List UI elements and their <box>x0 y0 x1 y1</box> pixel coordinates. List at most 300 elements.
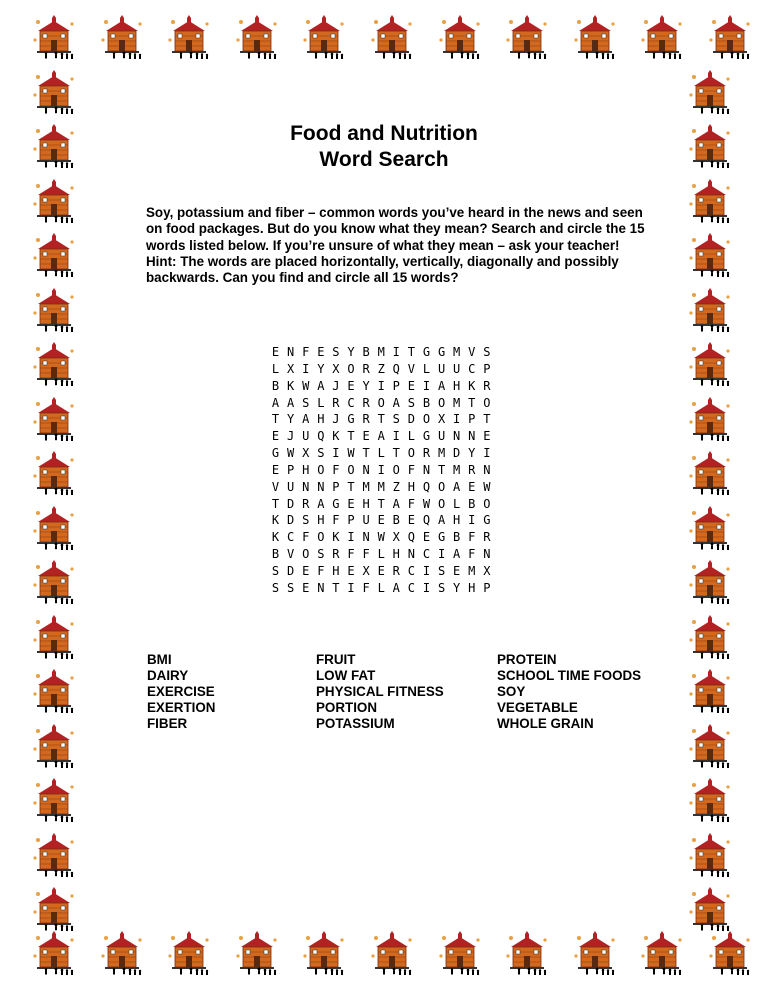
grid-letter[interactable]: C <box>287 530 295 545</box>
grid-letter[interactable]: F <box>347 547 355 562</box>
grid-letter[interactable]: X <box>287 361 295 376</box>
grid-letter[interactable]: O <box>347 462 355 477</box>
grid-letter[interactable]: T <box>377 496 385 511</box>
grid-letter[interactable]: V <box>407 361 415 376</box>
schoolhouse-icon <box>32 832 78 878</box>
grid-letter[interactable]: N <box>362 462 370 477</box>
grid-letter[interactable]: L <box>271 361 280 376</box>
word-list-item: BMI <box>147 652 172 667</box>
grid-row <box>268 361 494 378</box>
grid-letter[interactable]: O <box>483 395 491 410</box>
schoolhouse-icon <box>302 930 348 976</box>
grid-letter[interactable]: A <box>377 429 385 444</box>
grid-row <box>268 462 494 479</box>
schoolhouse-icon <box>32 341 78 387</box>
grid-letter[interactable]: Y <box>453 580 461 595</box>
grid-letter[interactable]: X <box>437 412 446 427</box>
grid-letter[interactable]: T <box>362 446 370 461</box>
grid-letter[interactable]: N <box>483 462 491 477</box>
grid-row <box>268 529 494 546</box>
grid-letter[interactable]: G <box>437 530 446 545</box>
grid-letter[interactable]: F <box>332 513 340 528</box>
grid-letter[interactable]: K <box>271 513 280 528</box>
grid-letter[interactable]: L <box>377 580 385 595</box>
grid-letter[interactable]: E <box>468 479 476 494</box>
grid-letter[interactable]: H <box>317 412 325 427</box>
grid-letter[interactable]: N <box>407 547 415 562</box>
grid-letter[interactable]: O <box>377 395 385 410</box>
grid-letter[interactable]: I <box>377 462 385 477</box>
grid-letter[interactable]: B <box>453 530 461 545</box>
grid-letter[interactable]: F <box>362 580 370 595</box>
grid-letter[interactable]: O <box>317 462 325 477</box>
word-list-column-3 <box>497 652 641 732</box>
grid-letter[interactable]: R <box>362 395 370 410</box>
word-list-item: PHYSICAL FITNESS <box>316 684 444 699</box>
grid-row <box>268 546 494 563</box>
grid-letter[interactable]: N <box>317 580 325 595</box>
grid-letter[interactable]: Q <box>422 479 431 494</box>
grid-letter[interactable]: A <box>317 378 325 393</box>
grid-letter[interactable]: B <box>362 345 370 359</box>
grid-letter[interactable]: I <box>392 429 400 444</box>
grid-letter[interactable]: M <box>377 479 385 494</box>
grid-letter[interactable]: C <box>468 361 476 376</box>
grid-letter[interactable]: Y <box>347 345 355 359</box>
grid-letter[interactable]: I <box>468 513 476 528</box>
schoolhouse-icon <box>100 930 146 976</box>
grid-letter[interactable]: F <box>332 462 340 477</box>
word-list-item: LOW FAT <box>316 668 376 683</box>
grid-letter[interactable]: V <box>468 345 476 359</box>
grid-letter[interactable]: P <box>483 361 491 376</box>
title-line-2: Word Search <box>319 148 449 171</box>
schoolhouse-icon <box>438 930 484 976</box>
schoolhouse-icon <box>235 930 281 976</box>
word-list-column-2 <box>316 652 444 732</box>
schoolhouse-icon <box>235 14 281 60</box>
schoolhouse-icon <box>688 232 734 278</box>
schoolhouse-icon <box>505 14 551 60</box>
grid-letter[interactable]: F <box>317 563 325 578</box>
grid-letter[interactable]: K <box>332 429 340 444</box>
grid-letter[interactable]: S <box>437 563 446 578</box>
grid-letter[interactable]: L <box>453 496 461 511</box>
grid-letter[interactable]: W <box>377 530 385 545</box>
schoolhouse-icon <box>688 777 734 823</box>
grid-letter[interactable]: G <box>271 446 280 461</box>
grid-letter[interactable]: M <box>468 563 476 578</box>
grid-letter[interactable]: M <box>437 446 446 461</box>
schoolhouse-icon <box>32 69 78 115</box>
grid-letter[interactable]: Y <box>468 446 476 461</box>
grid-letter[interactable]: R <box>392 563 400 578</box>
word-list-item: SOY <box>497 684 526 699</box>
grid-letter[interactable]: R <box>332 395 340 410</box>
grid-letter[interactable]: D <box>453 446 461 461</box>
schoolhouse-icon <box>640 14 686 60</box>
grid-letter[interactable]: E <box>377 563 385 578</box>
grid-letter[interactable]: N <box>453 429 461 444</box>
grid-letter[interactable]: G <box>332 496 340 511</box>
grid-letter[interactable]: A <box>453 547 461 562</box>
grid-letter[interactable]: O <box>347 361 355 376</box>
schoolhouse-icon <box>688 614 734 660</box>
word-list-item: POTASSIUM <box>316 716 395 731</box>
schoolhouse-icon <box>32 178 78 224</box>
grid-letter[interactable]: B <box>422 395 431 410</box>
grid-row <box>268 445 494 462</box>
grid-letter[interactable]: T <box>407 345 415 359</box>
schoolhouse-icon <box>32 777 78 823</box>
grid-letter[interactable]: L <box>317 395 325 410</box>
grid-letter[interactable]: Q <box>422 513 431 528</box>
grid-letter[interactable]: I <box>392 345 400 359</box>
schoolhouse-icon <box>32 668 78 714</box>
grid-letter[interactable]: E <box>422 530 431 545</box>
grid-letter[interactable]: Y <box>317 361 325 376</box>
grid-letter[interactable]: G <box>422 345 431 359</box>
grid-letter[interactable]: S <box>332 345 340 359</box>
grid-letter[interactable]: O <box>437 395 446 410</box>
grid-letter[interactable]: T <box>271 412 280 427</box>
grid-letter[interactable]: E <box>347 496 355 511</box>
grid-letter[interactable]: J <box>287 429 295 444</box>
grid-letter[interactable]: X <box>332 361 340 376</box>
grid-row <box>268 411 494 428</box>
grid-letter[interactable]: I <box>453 412 461 427</box>
grid-letter[interactable]: T <box>392 446 400 461</box>
grid-letter[interactable]: K <box>271 530 280 545</box>
schoolhouse-icon <box>688 341 734 387</box>
grid-letter[interactable]: Q <box>317 429 325 444</box>
grid-letter[interactable]: R <box>362 361 370 376</box>
schoolhouse-icon <box>370 14 416 60</box>
word-list-item: EXERCISE <box>147 684 215 699</box>
grid-letter[interactable]: W <box>347 446 355 461</box>
grid-letter[interactable]: F <box>468 547 476 562</box>
grid-letter[interactable]: K <box>468 378 476 393</box>
grid-letter[interactable]: O <box>483 496 491 511</box>
grid-letter[interactable]: A <box>302 412 310 427</box>
grid-letter[interactable]: P <box>332 479 340 494</box>
grid-row <box>268 378 494 395</box>
grid-row <box>268 344 494 361</box>
grid-letter[interactable]: M <box>453 395 461 410</box>
grid-letter[interactable]: E <box>271 462 280 477</box>
grid-letter[interactable]: I <box>302 361 310 376</box>
grid-letter[interactable]: A <box>453 479 461 494</box>
grid-letter[interactable]: T <box>468 395 476 410</box>
grid-letter[interactable]: T <box>483 412 491 427</box>
grid-letter[interactable]: T <box>347 479 355 494</box>
grid-letter[interactable]: G <box>437 345 446 359</box>
grid-letter[interactable]: E <box>347 563 355 578</box>
grid-letter[interactable]: A <box>437 513 446 528</box>
schoolhouse-icon <box>32 930 78 976</box>
grid-letter[interactable]: B <box>271 378 280 393</box>
grid-letter[interactable]: O <box>437 479 446 494</box>
grid-letter[interactable]: Q <box>407 530 415 545</box>
grid-letter[interactable]: E <box>271 345 280 359</box>
grid-letter[interactable]: T <box>271 496 280 511</box>
schoolhouse-icon <box>32 505 78 551</box>
grid-letter[interactable]: G <box>422 429 431 444</box>
grid-letter[interactable]: O <box>392 462 400 477</box>
grid-letter[interactable]: N <box>287 345 295 359</box>
grid-letter[interactable]: N <box>302 479 310 494</box>
grid-letter[interactable]: P <box>392 378 400 393</box>
grid-letter[interactable]: D <box>407 412 415 427</box>
grid-letter[interactable]: P <box>287 462 295 477</box>
grid-letter[interactable]: H <box>392 547 400 562</box>
schoolhouse-icon <box>688 450 734 496</box>
schoolhouse-icon <box>688 287 734 333</box>
grid-letter[interactable]: H <box>332 563 340 578</box>
grid-letter[interactable]: A <box>437 378 446 393</box>
grid-letter[interactable]: A <box>317 496 325 511</box>
schoolhouse-icon <box>688 396 734 442</box>
grid-letter[interactable]: K <box>287 378 295 393</box>
grid-letter[interactable]: O <box>422 412 431 427</box>
grid-letter[interactable]: A <box>392 580 400 595</box>
schoolhouse-icon <box>708 14 754 60</box>
grid-letter[interactable]: I <box>437 547 446 562</box>
schoolhouse-icon <box>505 930 551 976</box>
grid-letter[interactable]: Z <box>377 361 385 376</box>
grid-letter[interactable]: L <box>422 361 431 376</box>
grid-letter[interactable]: H <box>453 378 461 393</box>
grid-letter[interactable]: K <box>332 530 340 545</box>
schoolhouse-icon <box>640 930 686 976</box>
grid-letter[interactable]: I <box>332 446 340 461</box>
grid-letter[interactable]: P <box>468 412 476 427</box>
grid-letter[interactable]: C <box>407 563 415 578</box>
grid-letter[interactable]: I <box>347 580 355 595</box>
grid-letter[interactable]: X <box>362 563 370 578</box>
schoolhouse-icon <box>688 178 734 224</box>
word-list-item: SCHOOL TIME FOODS <box>497 668 642 683</box>
grid-letter[interactable]: I <box>422 378 431 393</box>
grid-letter[interactable]: X <box>392 530 400 545</box>
grid-letter[interactable]: C <box>347 395 355 410</box>
grid-letter[interactable]: E <box>407 378 415 393</box>
word-list-column-1 <box>147 652 215 732</box>
grid-letter[interactable]: E <box>347 378 355 393</box>
grid-letter[interactable]: D <box>287 563 295 578</box>
grid-letter[interactable]: O <box>317 530 325 545</box>
grid-letter[interactable]: Q <box>392 361 400 376</box>
grid-letter[interactable]: W <box>302 378 310 393</box>
grid-letter[interactable]: S <box>271 563 280 578</box>
word-list-item: FIBER <box>147 716 188 731</box>
grid-letter[interactable]: U <box>453 361 461 376</box>
grid-row <box>268 512 494 529</box>
schoolhouse-icon <box>688 723 734 769</box>
grid-letter[interactable]: O <box>407 446 415 461</box>
schoolhouse-icon <box>438 14 484 60</box>
grid-letter[interactable]: A <box>271 395 280 410</box>
grid-letter[interactable]: Z <box>392 479 400 494</box>
grid-letter[interactable]: I <box>347 530 355 545</box>
grid-letter[interactable]: R <box>302 496 310 511</box>
grid-letter[interactable]: S <box>483 345 491 359</box>
grid-letter[interactable]: L <box>377 547 385 562</box>
grid-letter[interactable]: I <box>377 378 385 393</box>
grid-letter[interactable]: M <box>453 462 461 477</box>
word-list-item: WHOLE GRAIN <box>497 716 594 731</box>
grid-letter[interactable]: O <box>437 496 446 511</box>
grid-letter[interactable]: M <box>453 345 461 359</box>
grid-letter[interactable]: N <box>422 462 431 477</box>
grid-letter[interactable]: R <box>362 412 370 427</box>
schoolhouse-icon <box>32 559 78 605</box>
schoolhouse-icon <box>32 232 78 278</box>
schoolhouse-icon <box>32 723 78 769</box>
word-search-grid <box>268 344 494 597</box>
grid-letter[interactable]: M <box>362 479 370 494</box>
grid-letter[interactable]: R <box>332 547 340 562</box>
grid-letter[interactable]: B <box>392 513 400 528</box>
grid-letter[interactable]: V <box>287 547 295 562</box>
grid-letter[interactable]: T <box>332 580 340 595</box>
grid-letter[interactable]: H <box>302 462 310 477</box>
grid-letter[interactable]: C <box>407 580 415 595</box>
grid-letter[interactable]: S <box>317 547 325 562</box>
word-list-item: FRUIT <box>316 652 356 667</box>
grid-letter[interactable]: F <box>407 462 415 477</box>
grid-letter[interactable]: H <box>453 513 461 528</box>
grid-letter[interactable]: T <box>377 412 385 427</box>
grid-letter[interactable]: R <box>422 446 431 461</box>
grid-letter[interactable]: B <box>271 547 280 562</box>
grid-letter[interactable]: N <box>468 429 476 444</box>
grid-letter[interactable]: H <box>317 513 325 528</box>
grid-letter[interactable]: T <box>437 462 446 477</box>
grid-letter[interactable]: U <box>437 429 446 444</box>
grid-letter[interactable]: X <box>302 446 310 461</box>
grid-letter[interactable]: F <box>302 345 310 359</box>
grid-letter[interactable]: R <box>468 462 476 477</box>
grid-letter[interactable]: N <box>317 479 325 494</box>
grid-letter[interactable]: W <box>483 479 491 494</box>
grid-letter[interactable]: I <box>483 446 491 461</box>
grid-letter[interactable]: E <box>271 429 280 444</box>
grid-row <box>268 563 494 580</box>
grid-letter[interactable]: S <box>407 395 415 410</box>
schoolhouse-icon <box>573 930 619 976</box>
grid-letter[interactable]: E <box>407 513 415 528</box>
word-list-item: VEGETABLE <box>497 700 578 715</box>
grid-letter[interactable]: P <box>483 580 491 595</box>
grid-letter[interactable]: F <box>468 530 476 545</box>
grid-letter[interactable]: J <box>332 378 340 393</box>
grid-letter[interactable]: H <box>468 580 476 595</box>
grid-letter[interactable]: I <box>422 563 431 578</box>
grid-letter[interactable]: P <box>347 513 355 528</box>
grid-letter[interactable]: D <box>287 513 295 528</box>
grid-row <box>268 580 494 597</box>
schoolhouse-icon <box>708 930 754 976</box>
grid-letter[interactable]: C <box>422 547 431 562</box>
grid-letter[interactable]: F <box>407 496 415 511</box>
grid-letter[interactable]: E <box>362 429 370 444</box>
grid-letter[interactable]: H <box>407 479 415 494</box>
grid-letter[interactable]: S <box>302 395 310 410</box>
schoolhouse-icon <box>688 886 734 932</box>
grid-letter[interactable]: B <box>468 496 476 511</box>
schoolhouse-icon <box>32 886 78 932</box>
grid-letter[interactable]: E <box>317 345 325 359</box>
schoolhouse-icon <box>573 14 619 60</box>
grid-letter[interactable]: U <box>287 479 295 494</box>
grid-letter[interactable]: H <box>362 496 370 511</box>
grid-letter[interactable]: L <box>377 446 385 461</box>
grid-letter[interactable]: E <box>483 429 491 444</box>
grid-letter[interactable]: M <box>377 345 385 359</box>
schoolhouse-icon <box>167 930 213 976</box>
grid-letter[interactable]: E <box>453 563 461 578</box>
grid-letter[interactable]: N <box>362 530 370 545</box>
grid-letter[interactable]: O <box>302 547 310 562</box>
grid-letter[interactable]: R <box>483 530 491 545</box>
grid-letter[interactable]: S <box>287 580 295 595</box>
schoolhouse-icon <box>32 14 78 60</box>
grid-letter[interactable]: E <box>377 513 385 528</box>
grid-letter[interactable]: I <box>422 580 431 595</box>
schoolhouse-icon <box>100 14 146 60</box>
grid-letter[interactable]: A <box>392 496 400 511</box>
grid-letter[interactable]: V <box>271 479 280 494</box>
grid-letter[interactable]: N <box>483 547 491 562</box>
grid-letter[interactable]: T <box>347 429 355 444</box>
grid-letter[interactable]: S <box>392 412 400 427</box>
grid-letter[interactable]: F <box>302 530 310 545</box>
grid-row <box>268 428 494 445</box>
schoolhouse-icon <box>32 450 78 496</box>
grid-letter[interactable]: U <box>302 429 310 444</box>
grid-letter[interactable]: A <box>287 395 295 410</box>
grid-letter[interactable]: A <box>392 395 400 410</box>
grid-letter[interactable]: S <box>302 513 310 528</box>
grid-letter[interactable]: S <box>437 580 446 595</box>
grid-letter[interactable]: X <box>483 563 491 578</box>
grid-letter[interactable]: L <box>407 429 415 444</box>
grid-letter[interactable]: J <box>332 412 340 427</box>
grid-row <box>268 496 494 513</box>
title-line-1: Food and Nutrition <box>290 122 478 145</box>
grid-letter[interactable]: W <box>422 496 431 511</box>
schoolhouse-icon <box>688 559 734 605</box>
grid-letter[interactable]: Y <box>362 378 370 393</box>
grid-letter[interactable]: G <box>347 412 355 427</box>
grid-letter[interactable]: S <box>271 580 280 595</box>
grid-letter[interactable]: F <box>362 547 370 562</box>
word-list-item: PORTION <box>316 700 378 715</box>
schoolhouse-icon <box>688 505 734 551</box>
grid-letter[interactable]: D <box>287 496 295 511</box>
grid-letter[interactable]: U <box>437 361 446 376</box>
grid-letter[interactable]: S <box>317 446 325 461</box>
grid-letter[interactable]: W <box>287 446 295 461</box>
grid-letter[interactable]: R <box>483 378 491 393</box>
grid-letter[interactable]: Y <box>287 412 295 427</box>
page-title <box>0 121 768 173</box>
grid-letter[interactable]: G <box>483 513 491 528</box>
grid-letter[interactable]: U <box>362 513 370 528</box>
grid-letter[interactable]: E <box>302 580 310 595</box>
grid-letter[interactable]: E <box>302 563 310 578</box>
